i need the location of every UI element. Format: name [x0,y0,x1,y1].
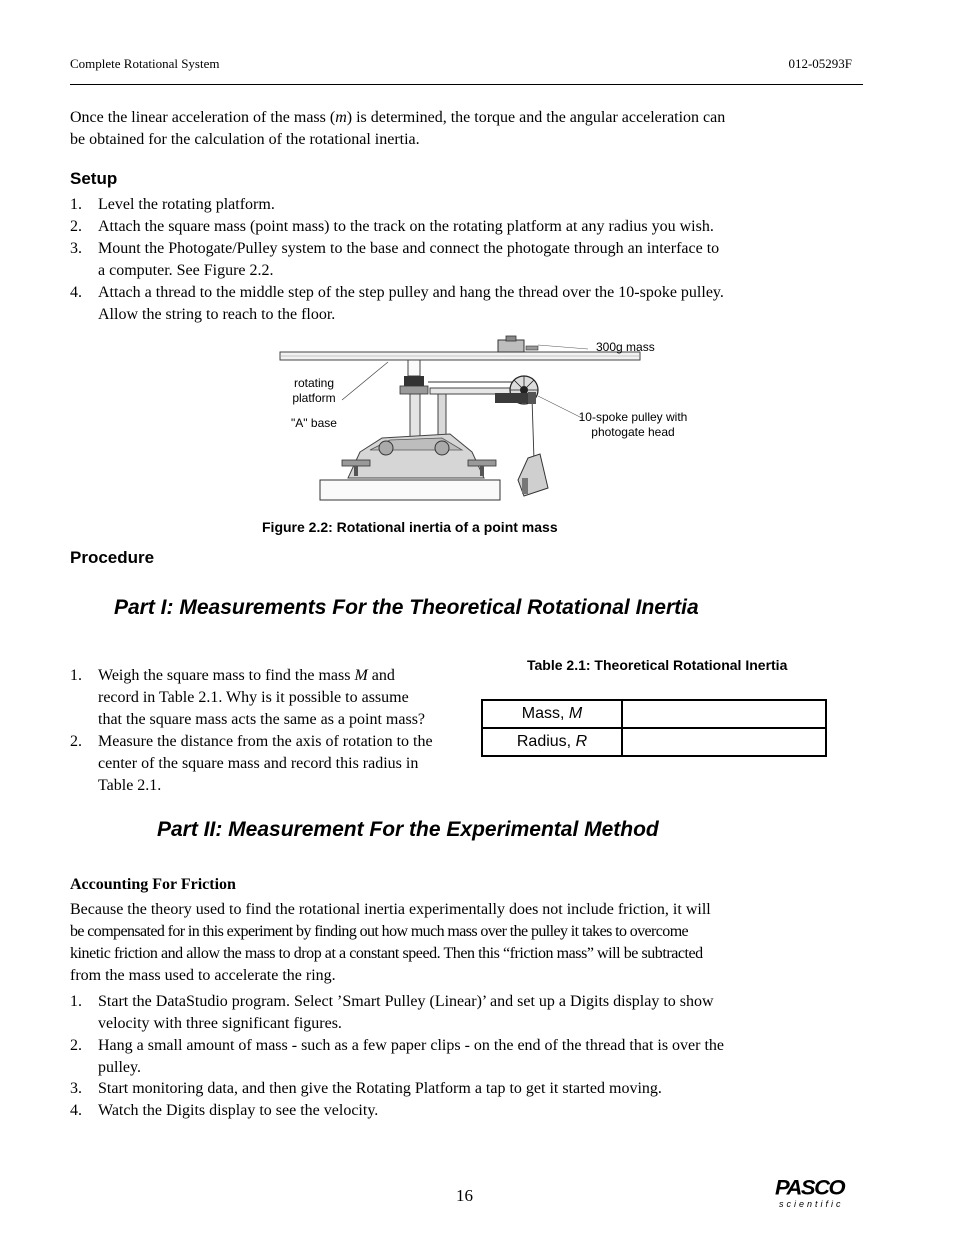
running-header-title: Complete Rotational System [70,56,220,71]
setup-heading: Setup [70,169,118,188]
part-1-step-1: 1. Weigh the square mass to find the mass M and record in Table 2.1. Why is it possible to assume that the square mass acts the same as a point mass? [70,667,426,728]
radius-value-cell[interactable] [622,728,826,756]
table-2-1-title: Table 2.1: Theoretical Rotational Inertia [527,657,788,673]
setup-step-2: 2. Attach the square mass (point mass) to the track on the rotating platform at any radius you wish. [70,218,714,235]
part-2-step-4: 4. Watch the Digits display to see the velocity. [70,1102,379,1119]
part-2-step-2: 2. Hang a small amount of mass - such as a few paper clips - on the end of the thread that is over the pulley. [70,1037,725,1076]
intro-line-2: be obtained for the calculation of the rotational inertia. [70,131,420,148]
label-300g-mass: 300g mass [596,340,655,354]
header-rule [70,84,863,85]
friction-para-line-4: from the mass used to accelerate the ring. [70,967,336,984]
part-1-heading: Part I: Measurements For the Theoretical Rotational Inertia [114,596,699,619]
part-2-step-1: 1. Start the DataStudio program. Select ’Smart Pulley (Linear)’ and set up a Digits display to show velocity with three significant figures. [70,993,714,1032]
theoretical-inertia-table [481,699,827,757]
label-spoke-pulley: 10-spoke pulley with photogate head [578,410,688,439]
friction-subheading: Accounting For Friction [70,876,236,893]
setup-step-3: 3. Mount the Photogate/Pulley system to the base and connect the photogate through an interface to a computer. See Figure 2.2. [70,240,720,279]
mass-value-cell[interactable] [622,700,826,728]
procedure-heading: Procedure [70,548,155,567]
intro-line-1: Once the linear acceleration of the mass (m) is determined, the torque and the angular acceleration can [70,109,726,126]
part-2-heading: Part II: Measurement For the Experimental Method [157,818,659,841]
table-row [482,728,826,756]
radius-label-cell: Radius, R [482,728,622,756]
logo-subtitle: scientific [779,1199,844,1209]
document-number: 012-05293F [788,56,852,71]
mass-label-cell: Mass, M [482,700,622,728]
setup-step-1: 1. Level the rotating platform. [70,196,275,213]
label-rotating-platform: rotating platform [292,376,336,405]
pasco-logo [775,1177,861,1209]
setup-step-4: 4. Attach a thread to the middle step of the step pulley and hang the thread over the 10-spoke pulley. Allow the string to reach to the floor. [70,284,724,323]
page-number: 16 [456,1186,473,1205]
logo-wordmark: PASCO [775,1175,845,1200]
label-a-base: "A" base [291,416,337,430]
figure-caption: Figure 2.2: Rotational inertia of a point mass [262,519,558,535]
friction-para-line-2: be compensated for in this experiment by finding out how much mass over the pulley it takes to overcome [70,923,689,940]
table-row [482,700,826,728]
friction-para-line-3: kinetic friction and allow the mass to drop at a constant speed. Then this “friction mass” will be subtracted [70,945,703,962]
part-1-step-2: 2. Measure the distance from the axis of rotation to the center of the square mass and record this radius in Table 2.1. [70,733,433,794]
friction-para-line-1: Because the theory used to find the rotational inertia experimentally does not include friction, it will [70,901,711,918]
part-2-step-3: 3. Start monitoring data, and then give the Rotating Platform a tap to get it started moving. [70,1080,662,1097]
